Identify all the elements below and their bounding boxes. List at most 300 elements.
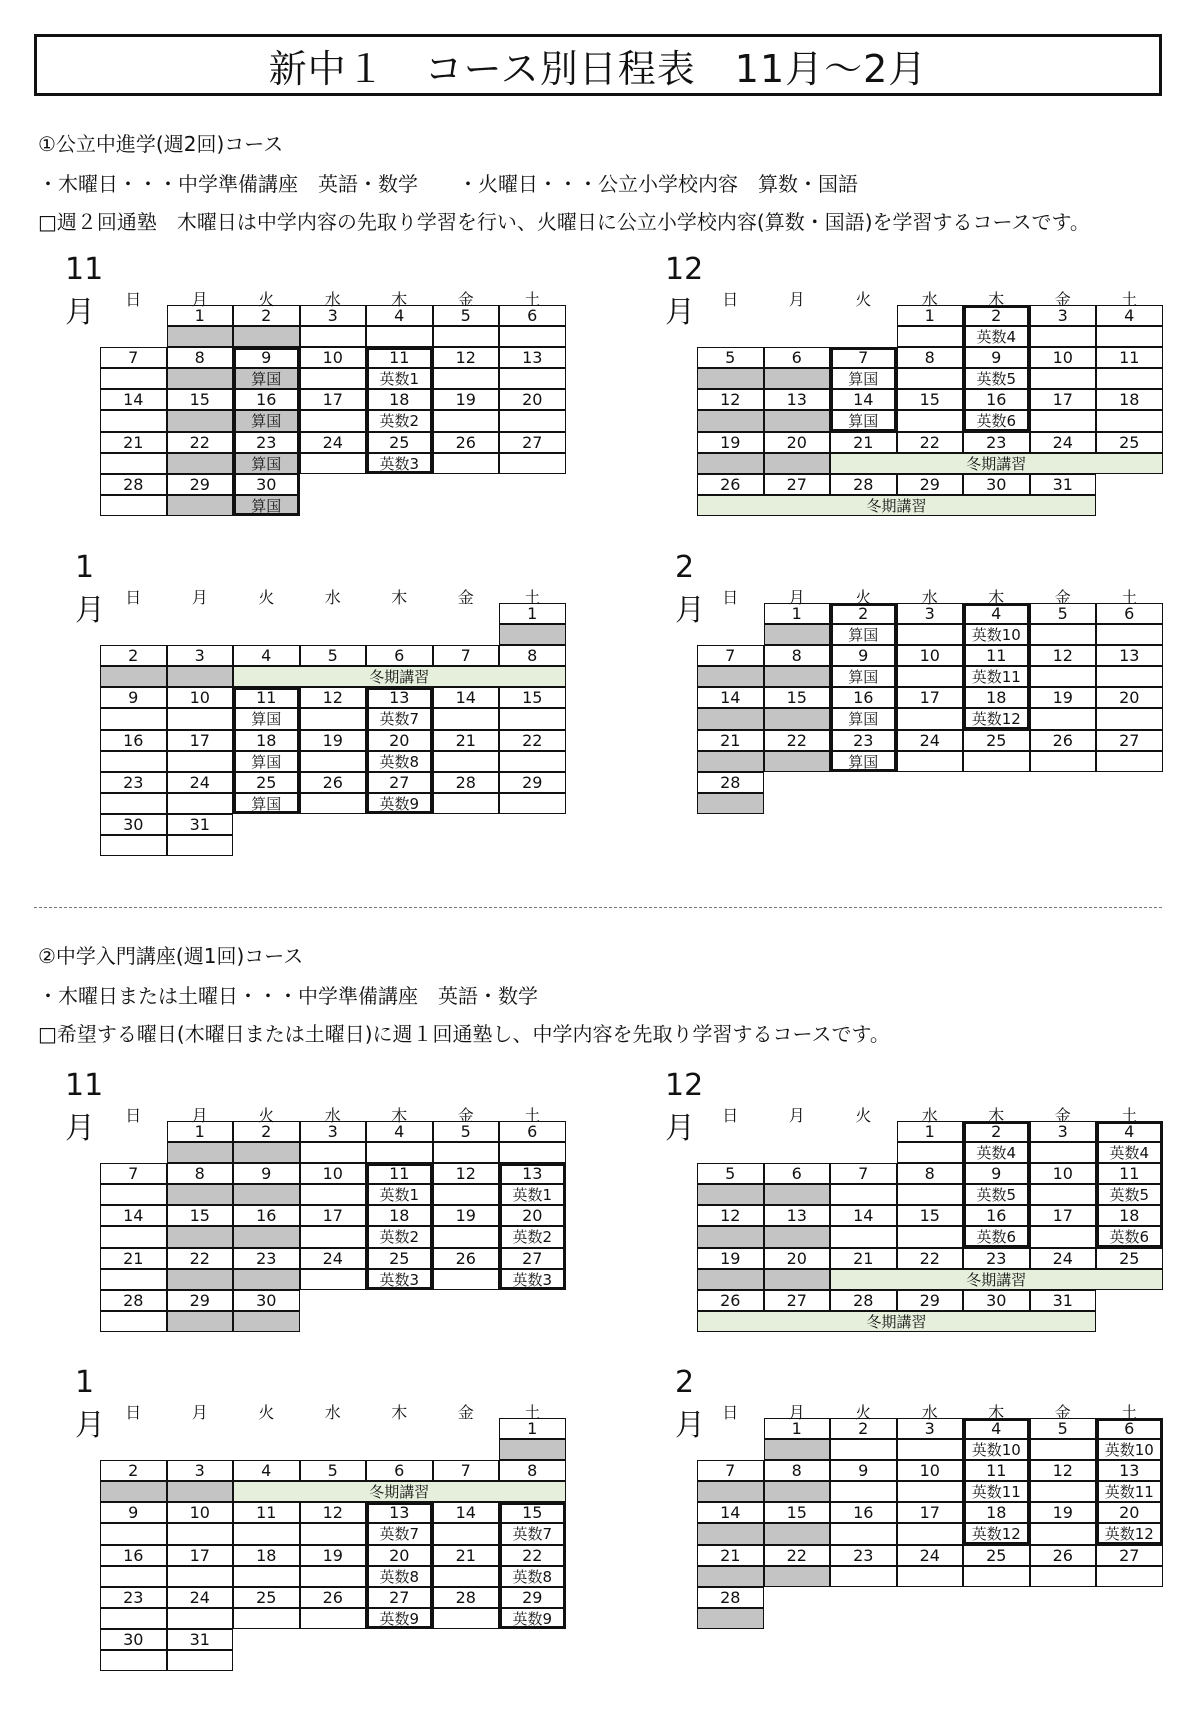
day-number: 6 — [366, 645, 433, 666]
day-number: 18 — [963, 1502, 1030, 1523]
day-number: 16 — [100, 1545, 167, 1566]
day-lesson: 英数2 — [366, 410, 433, 431]
weekday-header: 日 — [722, 1402, 739, 1422]
day-number: 11 — [963, 645, 1030, 666]
day-number: 23 — [233, 432, 300, 453]
day-number: 29 — [897, 1290, 964, 1311]
day-lesson: 英数10 — [963, 1439, 1030, 1460]
day-lesson — [233, 1608, 300, 1629]
weekday-header: 金 — [457, 587, 474, 607]
weekday-header: 水 — [324, 289, 341, 309]
day-number: 21 — [100, 432, 167, 453]
day-number: 23 — [100, 1587, 167, 1608]
day-lesson — [366, 1142, 433, 1163]
weekday-header: 火 — [258, 1402, 275, 1422]
day-lesson — [697, 793, 764, 814]
day-number: 12 — [1030, 645, 1097, 666]
day-lesson: 算国 — [830, 708, 897, 729]
day-lesson — [100, 1269, 167, 1290]
day-number: 18 — [233, 730, 300, 751]
day-lesson: 英数9 — [366, 793, 433, 814]
day-number: 3 — [167, 1460, 234, 1481]
day-lesson: 算国 — [830, 410, 897, 431]
lesson-highlight — [499, 1502, 566, 1629]
day-number: 26 — [300, 772, 367, 793]
day-lesson — [1030, 1142, 1097, 1163]
weekday-header: 金 — [1054, 587, 1071, 607]
day-number: 28 — [830, 1290, 897, 1311]
day-lesson — [233, 1566, 300, 1587]
day-number: 13 — [499, 347, 566, 368]
day-number: 27 — [764, 474, 831, 495]
day-lesson — [1030, 751, 1097, 772]
day-lesson — [100, 793, 167, 814]
day-lesson — [100, 368, 167, 389]
day-number: 15 — [167, 389, 234, 410]
day-lesson — [433, 793, 500, 814]
day-number: 11 — [366, 347, 433, 368]
day-number: 20 — [499, 389, 566, 410]
day-lesson — [1030, 326, 1097, 347]
day-lesson — [897, 1184, 964, 1205]
day-lesson — [433, 1226, 500, 1247]
day-number: 19 — [300, 730, 367, 751]
day-number: 28 — [830, 474, 897, 495]
day-number: 19 — [433, 1205, 500, 1226]
day-number: 10 — [1030, 347, 1097, 368]
day-number: 13 — [764, 389, 831, 410]
day-lesson — [433, 1142, 500, 1163]
day-number: 1 — [499, 603, 566, 624]
weekday-header: 土 — [1121, 289, 1138, 309]
weekday-header: 火 — [258, 587, 275, 607]
day-number: 18 — [233, 1545, 300, 1566]
day-lesson — [300, 1184, 367, 1205]
day-lesson: 英数9 — [366, 1608, 433, 1629]
day-number: 13 — [764, 1205, 831, 1226]
day-lesson — [300, 751, 367, 772]
day-number: 24 — [1030, 432, 1097, 453]
day-number: 21 — [830, 432, 897, 453]
day-number: 2 — [100, 1460, 167, 1481]
weekday-header: 月 — [788, 587, 805, 607]
day-number: 29 — [499, 772, 566, 793]
day-number: 8 — [897, 347, 964, 368]
day-number: 5 — [697, 347, 764, 368]
day-lesson — [167, 1608, 234, 1629]
day-lesson — [300, 1566, 367, 1587]
weekday-header: 木 — [988, 1105, 1005, 1125]
day-number: 27 — [764, 1290, 831, 1311]
weekday-header: 水 — [324, 1402, 341, 1422]
day-number: 13 — [1096, 1460, 1163, 1481]
day-number: 18 — [1096, 389, 1163, 410]
day-lesson — [433, 1269, 500, 1290]
day-lesson: 英数6 — [1096, 1226, 1163, 1247]
day-number: 12 — [697, 389, 764, 410]
day-number: 17 — [167, 730, 234, 751]
day-number: 25 — [963, 730, 1030, 751]
day-lesson — [897, 410, 964, 431]
day-lesson — [366, 326, 433, 347]
day-lesson — [100, 1311, 167, 1332]
day-number: 29 — [897, 474, 964, 495]
day-lesson — [830, 1439, 897, 1460]
day-lesson — [167, 751, 234, 772]
day-number: 22 — [897, 432, 964, 453]
weekday-header: 金 — [1054, 1402, 1071, 1422]
day-lesson — [100, 1481, 167, 1502]
day-number: 9 — [963, 347, 1030, 368]
day-lesson — [764, 708, 831, 729]
day-lesson — [697, 666, 764, 687]
day-lesson: 英数3 — [366, 453, 433, 474]
weekday-header: 火 — [855, 1402, 872, 1422]
weekday-header: 月 — [191, 289, 208, 309]
weekday-header: 木 — [391, 1402, 408, 1422]
day-number: 17 — [1030, 389, 1097, 410]
day-lesson — [300, 326, 367, 347]
day-lesson — [100, 1566, 167, 1587]
day-number: 22 — [897, 1248, 964, 1269]
day-number: 28 — [100, 474, 167, 495]
day-lesson — [300, 1269, 367, 1290]
day-lesson — [764, 410, 831, 431]
day-lesson — [100, 410, 167, 431]
day-number: 21 — [433, 1545, 500, 1566]
weekday-header: 月 — [191, 587, 208, 607]
day-lesson — [897, 368, 964, 389]
weekday-header: 木 — [391, 289, 408, 309]
section1-line2: □週２回通塾 木曜日は中学内容の先取り学習を行い、火曜日に公立小学校内容(算数・国語)を学習するコースです。 — [38, 210, 1090, 234]
day-number: 9 — [100, 1502, 167, 1523]
day-number: 14 — [830, 389, 897, 410]
day-lesson — [167, 666, 234, 687]
section2-line2: □希望する曜日(木曜日または土曜日)に週１回通塾し、中学内容を先取り学習するコースです。 — [38, 1022, 890, 1046]
day-number: 5 — [300, 645, 367, 666]
day-lesson: 算国 — [830, 666, 897, 687]
day-lesson: 算国 — [233, 453, 300, 474]
day-lesson: 英数10 — [1096, 1439, 1163, 1460]
day-lesson — [100, 453, 167, 474]
day-number: 8 — [764, 645, 831, 666]
weekday-header: 土 — [1121, 1105, 1138, 1125]
day-number: 8 — [167, 1163, 234, 1184]
day-number: 25 — [366, 432, 433, 453]
day-number: 15 — [499, 687, 566, 708]
lesson-highlight — [366, 347, 433, 474]
weekday-header: 水 — [324, 587, 341, 607]
day-lesson — [499, 410, 566, 431]
day-number: 13 — [366, 687, 433, 708]
day-number: 19 — [1030, 1502, 1097, 1523]
month-title: 1月 — [75, 1365, 105, 1443]
day-number: 16 — [100, 730, 167, 751]
day-number: 19 — [697, 1248, 764, 1269]
day-number: 14 — [830, 1205, 897, 1226]
day-lesson: 英数1 — [366, 368, 433, 389]
winter-course-bar: 冬期講習 — [830, 453, 1163, 474]
day-lesson — [300, 1226, 367, 1247]
day-number: 6 — [1096, 1418, 1163, 1439]
day-number: 30 — [963, 1290, 1030, 1311]
day-lesson — [233, 1184, 300, 1205]
lesson-highlight — [1096, 1418, 1163, 1545]
day-lesson — [167, 1566, 234, 1587]
winter-course-bar: 冬期講習 — [233, 666, 566, 687]
day-number: 7 — [100, 1163, 167, 1184]
weekday-header: 木 — [391, 587, 408, 607]
weekday-header: 日 — [722, 587, 739, 607]
day-number: 28 — [100, 1290, 167, 1311]
day-number: 22 — [167, 432, 234, 453]
weekday-header: 月 — [788, 1402, 805, 1422]
section1-heading: ①公立中進学(週2回)コース — [38, 132, 284, 156]
day-number: 13 — [1096, 645, 1163, 666]
month-title: 2月 — [675, 550, 705, 628]
weekday-header: 金 — [1054, 289, 1071, 309]
lesson-highlight — [830, 603, 897, 772]
day-lesson: 算国 — [233, 368, 300, 389]
day-number: 24 — [897, 1545, 964, 1566]
day-number: 3 — [897, 603, 964, 624]
day-lesson — [100, 835, 167, 856]
day-lesson — [897, 326, 964, 347]
day-lesson: 英数4 — [963, 1142, 1030, 1163]
day-number: 2 — [963, 1121, 1030, 1142]
day-lesson — [100, 1184, 167, 1205]
day-lesson: 算国 — [233, 708, 300, 729]
day-number: 15 — [897, 1205, 964, 1226]
day-lesson: 英数11 — [963, 666, 1030, 687]
day-number: 4 — [963, 1418, 1030, 1439]
day-lesson — [100, 751, 167, 772]
day-number: 1 — [897, 1121, 964, 1142]
day-lesson: 英数4 — [963, 326, 1030, 347]
lesson-highlight — [366, 1502, 433, 1629]
day-number: 12 — [300, 1502, 367, 1523]
day-number: 24 — [300, 1248, 367, 1269]
day-lesson: 英数11 — [963, 1481, 1030, 1502]
day-number: 16 — [233, 1205, 300, 1226]
day-lesson — [499, 1142, 566, 1163]
day-lesson — [764, 368, 831, 389]
day-number: 22 — [764, 1545, 831, 1566]
day-lesson — [697, 1184, 764, 1205]
weekday-header: 木 — [988, 587, 1005, 607]
page-title: 新中１ コース別日程表 11月～2月 — [34, 34, 1162, 96]
day-number: 21 — [697, 730, 764, 751]
day-lesson — [300, 1142, 367, 1163]
day-number: 24 — [167, 772, 234, 793]
day-number: 4 — [1096, 305, 1163, 326]
day-number: 30 — [100, 1629, 167, 1650]
weekday-header: 月 — [191, 1105, 208, 1125]
day-lesson — [167, 368, 234, 389]
day-lesson — [1030, 708, 1097, 729]
day-number: 26 — [1030, 730, 1097, 751]
day-number: 31 — [1030, 474, 1097, 495]
day-number: 12 — [433, 347, 500, 368]
weekday-header: 月 — [788, 1105, 805, 1125]
day-lesson — [697, 1481, 764, 1502]
weekday-header: 土 — [1121, 1402, 1138, 1422]
day-number: 9 — [233, 347, 300, 368]
weekday-header: 土 — [1121, 587, 1138, 607]
day-lesson — [499, 708, 566, 729]
day-number: 6 — [499, 305, 566, 326]
day-number: 17 — [897, 687, 964, 708]
day-number: 1 — [764, 1418, 831, 1439]
day-number: 26 — [697, 1290, 764, 1311]
day-lesson — [1030, 1184, 1097, 1205]
day-number: 7 — [100, 347, 167, 368]
weekday-header: 土 — [524, 1105, 541, 1125]
winter-course-bar: 冬期講習 — [697, 495, 1096, 516]
day-number: 15 — [764, 1502, 831, 1523]
day-number: 6 — [1096, 603, 1163, 624]
lesson-highlight — [233, 687, 300, 814]
weekday-header: 日 — [125, 1105, 142, 1125]
weekday-header: 金 — [457, 289, 474, 309]
day-number: 20 — [1096, 1502, 1163, 1523]
day-number: 2 — [100, 645, 167, 666]
day-lesson: 英数5 — [963, 368, 1030, 389]
day-number: 19 — [433, 389, 500, 410]
day-lesson — [697, 453, 764, 474]
day-lesson — [167, 453, 234, 474]
day-number: 6 — [499, 1121, 566, 1142]
day-number: 29 — [499, 1587, 566, 1608]
day-number: 7 — [433, 1460, 500, 1481]
day-lesson: 算国 — [233, 495, 300, 516]
month-title: 1月 — [75, 550, 105, 628]
month-title: 12月 — [665, 1068, 704, 1146]
day-lesson — [167, 1142, 234, 1163]
day-lesson — [897, 1439, 964, 1460]
day-lesson: 英数8 — [366, 751, 433, 772]
day-number: 5 — [433, 1121, 500, 1142]
day-lesson: 英数3 — [499, 1269, 566, 1290]
day-number: 11 — [233, 1502, 300, 1523]
day-lesson — [764, 1269, 831, 1290]
day-lesson — [697, 1226, 764, 1247]
lesson-highlight — [830, 347, 897, 431]
lesson-highlight — [963, 1418, 1030, 1545]
weekday-header: 日 — [125, 587, 142, 607]
day-lesson — [1096, 708, 1163, 729]
day-number: 22 — [764, 730, 831, 751]
day-number: 30 — [233, 474, 300, 495]
weekday-header: 火 — [855, 289, 872, 309]
day-lesson — [897, 1142, 964, 1163]
day-number: 9 — [830, 1460, 897, 1481]
day-number: 23 — [233, 1248, 300, 1269]
day-lesson — [167, 1311, 234, 1332]
month-title: 12月 — [665, 252, 704, 330]
day-lesson — [697, 1269, 764, 1290]
day-lesson — [167, 495, 234, 516]
day-number: 1 — [499, 1418, 566, 1439]
weekday-header: 水 — [921, 587, 938, 607]
day-lesson: 英数5 — [1096, 1184, 1163, 1205]
day-lesson: 英数5 — [963, 1184, 1030, 1205]
day-number: 28 — [433, 1587, 500, 1608]
day-number: 31 — [167, 814, 234, 835]
day-number: 5 — [697, 1163, 764, 1184]
day-number: 19 — [1030, 687, 1097, 708]
day-lesson — [1096, 326, 1163, 347]
day-number: 22 — [499, 1545, 566, 1566]
day-lesson — [830, 1184, 897, 1205]
day-number: 2 — [233, 305, 300, 326]
day-number: 3 — [1030, 305, 1097, 326]
day-lesson — [764, 1184, 831, 1205]
day-lesson — [300, 793, 367, 814]
weekday-header: 土 — [524, 1402, 541, 1422]
day-number: 16 — [963, 1205, 1030, 1226]
day-number: 23 — [963, 432, 1030, 453]
day-lesson — [167, 793, 234, 814]
day-number: 20 — [764, 1248, 831, 1269]
day-lesson — [499, 1439, 566, 1460]
day-number: 21 — [433, 730, 500, 751]
day-lesson — [167, 410, 234, 431]
day-lesson — [1096, 410, 1163, 431]
day-lesson — [233, 1142, 300, 1163]
weekday-header: 火 — [855, 1105, 872, 1125]
day-lesson — [897, 1523, 964, 1544]
day-number: 5 — [1030, 1418, 1097, 1439]
day-number: 11 — [233, 687, 300, 708]
day-lesson — [830, 1566, 897, 1587]
day-lesson — [897, 666, 964, 687]
day-lesson — [1030, 624, 1097, 645]
lesson-highlight — [499, 1163, 566, 1290]
day-number: 8 — [499, 645, 566, 666]
day-lesson — [1030, 410, 1097, 431]
day-number: 24 — [1030, 1248, 1097, 1269]
day-number: 14 — [100, 1205, 167, 1226]
weekday-header: 木 — [988, 289, 1005, 309]
day-number: 6 — [764, 347, 831, 368]
day-number: 10 — [1030, 1163, 1097, 1184]
weekday-header: 月 — [191, 1402, 208, 1422]
day-lesson — [300, 368, 367, 389]
day-lesson: 英数4 — [1096, 1142, 1163, 1163]
day-lesson — [433, 708, 500, 729]
day-lesson — [100, 1226, 167, 1247]
day-lesson — [764, 624, 831, 645]
day-lesson — [897, 624, 964, 645]
day-lesson — [167, 708, 234, 729]
day-lesson: 英数2 — [499, 1226, 566, 1247]
day-number: 29 — [167, 474, 234, 495]
weekday-header: 土 — [524, 587, 541, 607]
day-lesson — [764, 453, 831, 474]
day-number: 27 — [499, 432, 566, 453]
day-number: 4 — [1096, 1121, 1163, 1142]
day-lesson — [167, 1523, 234, 1544]
day-number: 19 — [697, 432, 764, 453]
weekday-header: 水 — [921, 1402, 938, 1422]
day-number: 10 — [897, 645, 964, 666]
weekday-header: 金 — [1054, 1105, 1071, 1125]
day-number: 26 — [300, 1587, 367, 1608]
day-number: 11 — [1096, 1163, 1163, 1184]
day-number: 30 — [100, 814, 167, 835]
day-lesson — [1030, 666, 1097, 687]
